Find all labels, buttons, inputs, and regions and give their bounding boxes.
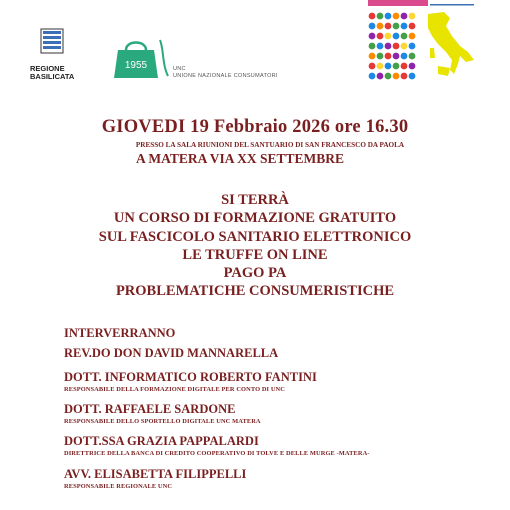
city-address-line: A MATERA VIA XX SETTEMBRE [135, 151, 345, 166]
speaker-item [64, 346, 278, 361]
speaker-name: DOTT.SSA GRAZIA PAPPALARDI [64, 434, 259, 448]
speaker-role: RESPONSABILE REGIONALE UNC [64, 483, 173, 490]
unc-logo [110, 36, 290, 82]
speakers-heading: INTERVERRANNO [64, 326, 176, 340]
speaker-item [64, 370, 317, 393]
speaker-name: DOTT. RAFFAELE SARDONE [64, 402, 236, 416]
course-announcement [0, 191, 510, 301]
shopping-bag-icon [110, 36, 180, 82]
unc-logo-line-2: UNIONE NAZIONALE CONSUMATORI [173, 72, 278, 79]
speaker-item [64, 402, 261, 425]
announcement-line: UN CORSO DI FORMAZIONE GRATUITO [113, 210, 397, 227]
unc-logo-year: 1955 [124, 60, 148, 71]
regional-crest-icon [40, 28, 64, 56]
speaker-role: RESPONSABILE DELLA FORMAZIONE DIGITALE PER CONTO DI UNC [64, 386, 285, 393]
regione-basilicata-logo [22, 28, 82, 81]
italy-map-logo [366, 0, 476, 88]
announcement-line: SI TERRÀ [221, 192, 289, 208]
region-logo-line-2: BASILICATA [30, 72, 75, 81]
speaker-role: RESPONSABILE DELLO SPORTELLO DIGITALE UNC MATERA [64, 418, 261, 425]
region-logo-line-1: REGIONE [30, 64, 65, 73]
announcement-line: PAGO PA [223, 265, 287, 282]
speaker-name: DOTT. INFORMATICO ROBERTO FANTINI [64, 370, 317, 384]
announcement-line: PROBLEMATICHE CONSUMERISTICHE [115, 283, 395, 300]
speaker-item [64, 467, 246, 490]
speaker-name: REV.DO DON DAVID MANNARELLA [64, 346, 279, 360]
unc-logo-line-1: UNC [173, 66, 186, 72]
announcement-line: LE TRUFFE ON LINE [182, 246, 328, 263]
venue-line: PRESSO LA SALA RIUNIONI DEL SANTUARIO DI SAN FRANCESCO DA PAOLA [135, 141, 405, 149]
speaker-name: AVV. ELISABETTA FILIPPELLI [64, 467, 247, 481]
speaker-item [64, 434, 370, 457]
event-date-time: GIOVEDI 19 Febbraio 2026 ore 16.30 [101, 117, 409, 137]
announcement-line: SUL FASCICOLO SANITARIO ELETTRONICO [98, 228, 412, 245]
speaker-role: DIRETTRICE DELLA BANCA DI CREDITO COOPERATIVO DI TOLVE E DELLE MURGE -MATERA- [64, 450, 370, 457]
